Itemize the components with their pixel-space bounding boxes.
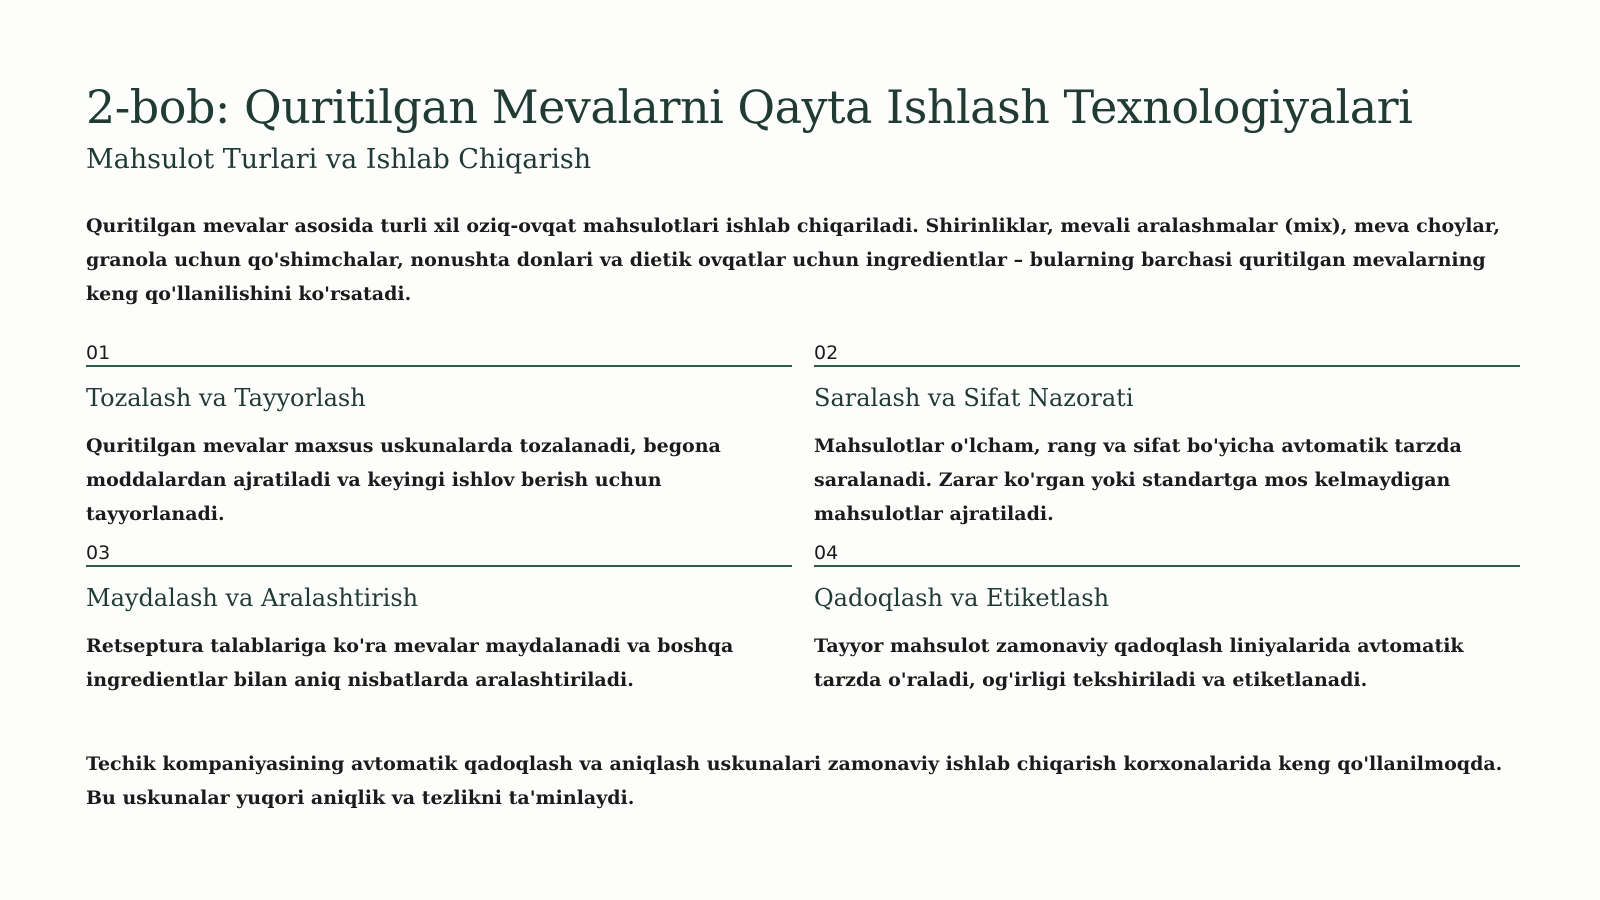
page-subtitle: Mahsulot Turlari va Ishlab Chiqarish bbox=[86, 144, 592, 176]
step-number: 02 bbox=[814, 341, 1520, 367]
intro-paragraph: Quritilgan mevalar asosida turli xil oziq-ovqat mahsulotlari ishlab chiqariladi. Shirinliklar, mevali aralashmalar (mix), meva choylar, granola uchun qo'shimchalar, nonushta donlari va dietik ovqatlar uchun ingredientlar – bularning barchasi quritilgan mevalarning keng qo'llanilishini ko'rsatadi. bbox=[86, 214, 1501, 305]
footer-paragraph: Techik kompaniyasining avtomatik qadoqlash va aniqlash uskunalari zamonaviy ishlab chiqarish korxonalarida keng qo'llanilmoqda. Bu uskunalar yuqori aniqlik va tezlikni ta'minlaydi. bbox=[86, 752, 1503, 809]
step-card bbox=[86, 541, 792, 741]
step-description: Mahsulotlar o'lcham, rang va sifat bo'yicha avtomatik tarzda saralanadi. Zarar ko'rgan yoki standartga mos kelmaydigan mahsulotlar ajratiladi. bbox=[814, 434, 1462, 525]
steps-grid bbox=[86, 341, 1516, 741]
slide bbox=[86, 80, 1516, 834]
step-card bbox=[814, 341, 1520, 541]
step-description: Quritilgan mevalar maxsus uskunalarda tozalanadi, begona moddalardan ajratiladi va keyingi ishlov berish uchun tayyorlanadi. bbox=[86, 434, 721, 525]
step-title: Maydalash va Aralashtirish bbox=[86, 583, 419, 612]
step-number: 01 bbox=[86, 341, 792, 367]
step-title: Tozalash va Tayyorlash bbox=[86, 383, 366, 412]
step-number: 03 bbox=[86, 541, 792, 567]
step-title: Qadoqlash va Etiketlash bbox=[814, 583, 1110, 612]
step-description: Tayyor mahsulot zamonaviy qadoqlash liniyalarida avtomatik tarzda o'raladi, og'irligi tekshiriladi va etiketlanadi. bbox=[814, 634, 1464, 691]
step-card bbox=[86, 341, 792, 541]
step-description: Retseptura talablariga ko'ra mevalar maydalanadi va boshqa ingredientlar bilan aniq nisbatlarda aralashtiriladi. bbox=[86, 634, 734, 691]
step-card bbox=[814, 541, 1520, 741]
step-title: Saralash va Sifat Nazorati bbox=[814, 383, 1134, 412]
page-title: 2-bob: Quritilgan Mevalarni Qayta Ishlash Texnologiyalari bbox=[86, 80, 1413, 134]
step-number: 04 bbox=[814, 541, 1520, 567]
